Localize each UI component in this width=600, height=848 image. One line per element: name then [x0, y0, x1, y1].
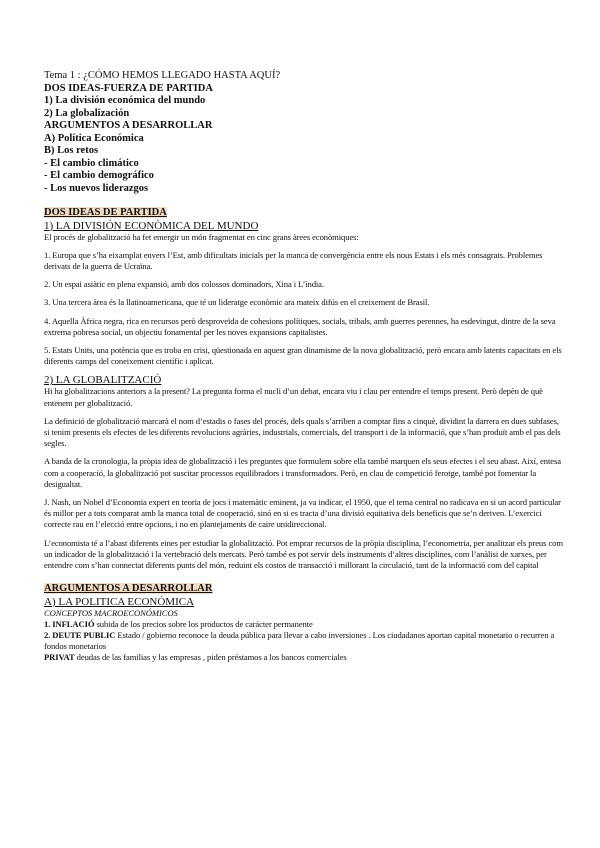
outline-item: - El cambio demográfico — [44, 170, 154, 181]
definition-term: 2. DEUTE PUBLIC — [44, 630, 116, 641]
document-page — [44, 70, 564, 664]
section-subheading: 1) LA DIVISIÓN ECONÒMICA DEL MUNDO — [44, 219, 259, 232]
paragraph: A banda de la cronologia, la pròpia idea de globalització i les preguntes que formulem sobre ella també marquen els seus efectes i el seu abast. Així, entesa com a cooperació, la globalització pot suscitar processos equilibradors i transformadors. Però, en clau de competició ferotge, també pot fomentar la desigualtat. — [44, 456, 561, 489]
definition-text: subida de los precios sobre los productos de carácter permanente — [94, 618, 313, 629]
section-subheading: A) LA POLITICA ECONÓMICA — [44, 595, 195, 608]
definition-text: deudas de las familias y las empresas , piden préstamos a los bancos comerciales — [74, 652, 347, 663]
paragraph: J. Nash, un Nobel d’Economia expert en teoria de jocs i matemàtic eminent, ja va indicar, el 1950, que el tema central no radicava en si un acord particular és millor per a tots comparat amb la manca total de cooperació, sinó en si es tracta d’una divisió equitativa dels beneficis que se’n deriven. L’exercici correcte rau en l’elecció entre opcions, i no en plantejaments de caire unidireccional. — [44, 496, 561, 530]
document-title: Tema 1 : ¿CÓMO HEMOS LLEGADO HASTA AQUÍ? — [44, 70, 281, 81]
outline-item: A) Política Económica — [44, 132, 144, 144]
outline-item: 2) La globalización — [44, 107, 130, 119]
definition-term: PRIVAT — [44, 652, 75, 663]
paragraph: 4. Aquella Àfrica negra, rica en recursos però desproveïda de cohesions polítiques, socials, tribals, amb guerres perennes, ha esdevingut, dintre de la seva extrema pobresa social, un objectiu fonamental per les noves expansions capitalistes. — [44, 315, 556, 337]
outline-item: DOS IDEAS-FUERZA DE PARTIDA — [44, 82, 213, 94]
definition-item — [44, 619, 564, 630]
paragraph: 1. Europa que s’ha eixamplat envers l’Est, amb dificultats inicials per la manca de convergència entre els nous Estats i els més consagrats. Problemes derivats de la guerra de Ucraïna. — [44, 249, 543, 271]
definition-text: Estado / gobierno reconoce la deuda pública para llevar a cabo inversiones . Los ciudadanos aportan capital monetario o recurren a fondos monetarios — [44, 630, 555, 652]
italic-heading: CONCEPTOS MACROECONÓMICOS — [44, 607, 178, 618]
outline-item: B) Los retos — [44, 145, 99, 156]
definition-item — [44, 630, 564, 652]
paragraph: 2. Un espai asiàtic en plena expansió, amb dos colossos dominadors, Xina i L’índia. — [44, 279, 324, 290]
section-heading: ARGUMENTOS A DESARROLLAR — [44, 583, 213, 595]
paragraph: 3. Una tercera àrea és la llatinoamericana, que té un lideratge econòmic ara mateix difús en el creixement de Brasil. — [44, 297, 430, 308]
definition-term: 1. INFLACIÓ — [44, 618, 95, 629]
paragraph: L’economista té a l’abast diferents eines per estudiar la globalització. Pot emprar recursos de la pròpia disciplina, l’econometria, per analitzar els preus com un indicador de la globalització i la vertebració dels mercats. Però també es pot servir dels instruments d’altres disciplines, com l’anàlisi de xarxes, per entendre com s’han connectat diferents punts del món, reduint els costos de transacció i millorant la circulació, tant de la informació com del capital — [44, 537, 563, 570]
paragraph: Hi ha globalitzacions anteriors a la present? La pregunta forma el nucli d’un debat, encara viu i clau per entendre el temps present. Però depèn de què entenem per globalització. — [44, 386, 543, 408]
outline-item: - El cambio climático — [44, 157, 139, 169]
outline-item: ARGUMENTOS A DESARROLLAR — [44, 120, 213, 131]
paragraph: 5. Estats Units, una potència que es troba en crisi, qüestionada en aquest gran dinamisme de la nova globalització, però encara amb latents capacitats en els diferents camps del coneixement científic i aplicat. — [44, 344, 562, 367]
section-heading: DOS IDEAS DE PARTIDA — [44, 207, 167, 218]
section-subheading: 2) LA GLOBALITZACIÓ — [44, 374, 162, 387]
definition-item — [44, 652, 564, 663]
outline-item: - Los nuevos liderazgos — [44, 182, 149, 194]
paragraph: El procés de globalització ha fet emergir un món fragmentat en cinc grans àrees econòmiques: — [44, 231, 359, 242]
paragraph: La definició de globalització marcarà el nom d’estadis o fases del procés, dels quals s’arriben a comptar fins a cinquè, dividint la darrera en dues subfases, si tenim presents els efectes de les diferents revolucions agràries, industrials, comercials, del transport i de la informació, que s’han produït amb el pas dels segles. — [44, 415, 561, 449]
outline-item: 1) La división económica del mundo — [44, 95, 206, 106]
